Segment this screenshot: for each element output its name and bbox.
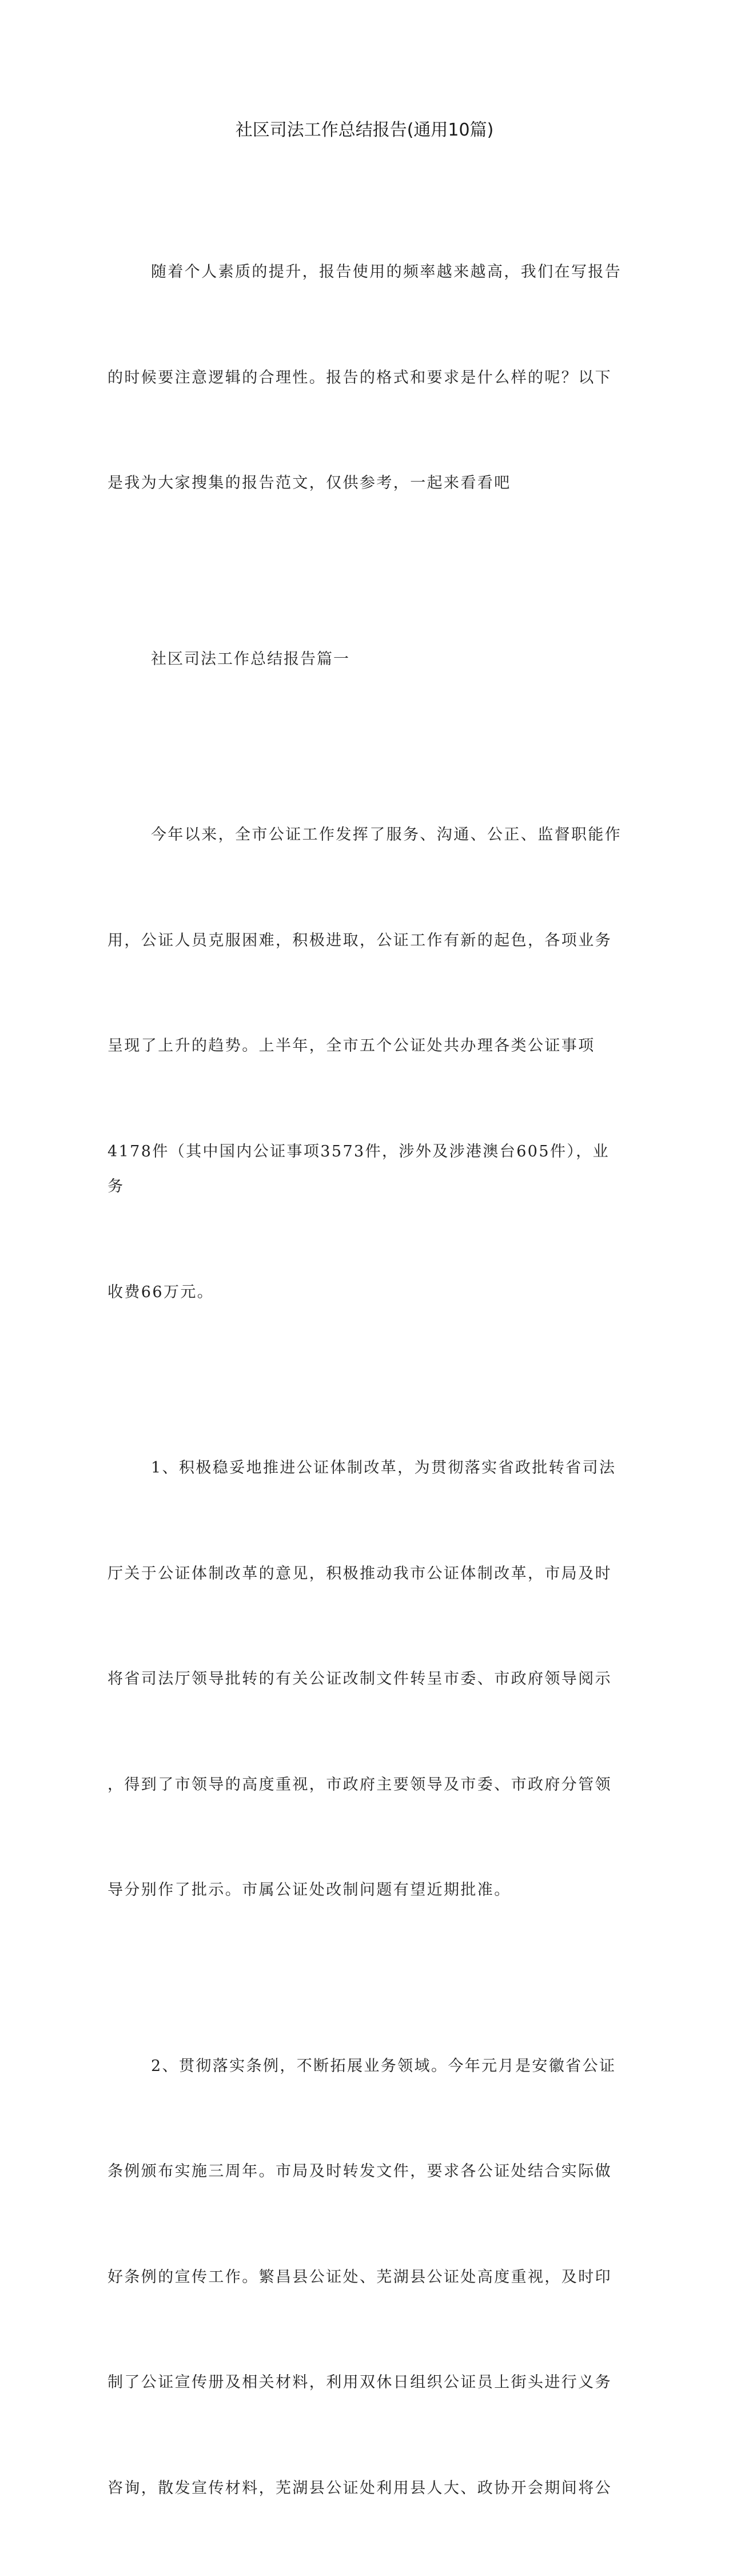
summary-paragraph <box>107 747 622 1380</box>
text-line: 呈现了上升的趋势。上半年，全市五个公证处共办理各类公证事项 <box>107 1028 622 1064</box>
section-heading <box>107 571 622 748</box>
text-line: 随着个人素质的提升，报告使用的频率越来越高，我们在写报告 <box>107 255 622 290</box>
text-line: 2、贯彻落实条例，不断拓展业务领域。今年元月是安徽省公证 <box>107 2049 622 2084</box>
text-line: 将省司法厅领导批转的有关公证改制文件转呈市委、市政府领导阅示 <box>107 1661 622 1697</box>
text-line: 用，公证人员克服困难，积极进取，公证工作有新的起色，各项业务 <box>107 923 622 959</box>
intro-paragraph <box>107 184 622 571</box>
text-line: 社区司法工作总结报告篇一 <box>107 642 622 677</box>
text-line: 1、积极稳妥地推进公证体制改革，为贯彻落实省政批转省司法 <box>107 1450 622 1486</box>
text-line: 导分别作了批示。市属公证处改制问题有望近期批准。 <box>107 1873 622 1908</box>
document-title: 社区司法工作总结报告(通用10篇) <box>0 119 729 142</box>
text-line: 好条例的宣传工作。繁昌县公证处、芜湖县公证处高度重视，及时印 <box>107 2260 622 2295</box>
text-line: 的时候要注意逻辑的合理性。报告的格式和要求是什么样的呢？以下 <box>107 360 622 396</box>
document-body <box>107 184 622 2576</box>
text-line: ，得到了市领导的高度重视，市政府主要领导及市委、市政府分管领 <box>107 1767 622 1803</box>
item-1-paragraph <box>107 1380 622 1978</box>
text-line: 4178件（其中国内公证事项3573件，涉外及涉港澳台605件），业务 <box>107 1134 622 1204</box>
text-line: 收费66万元。 <box>107 1275 622 1310</box>
item-2-paragraph <box>107 1978 622 2576</box>
text-line: 是我为大家搜集的报告范文，仅供参考，一起来看看吧 <box>107 466 622 501</box>
text-line: 制了公证宣传册及相关材料，利用双休日组织公证员上街头进行义务 <box>107 2365 622 2400</box>
text-line: 今年以来，全市公证工作发挥了服务、沟通、公正、监督职能作 <box>107 817 622 853</box>
text-line: 条例颁布实施三周年。市局及时转发文件，要求各公证处结合实际做 <box>107 2154 622 2189</box>
text-line: 厅关于公证体制改革的意见，积极推动我市公证体制改革，市局及时 <box>107 1556 622 1592</box>
document-page <box>0 0 729 944</box>
text-line: 咨询，散发宣传材料，芜湖县公证处利用县人大、政协开会期间将公 <box>107 2471 622 2506</box>
